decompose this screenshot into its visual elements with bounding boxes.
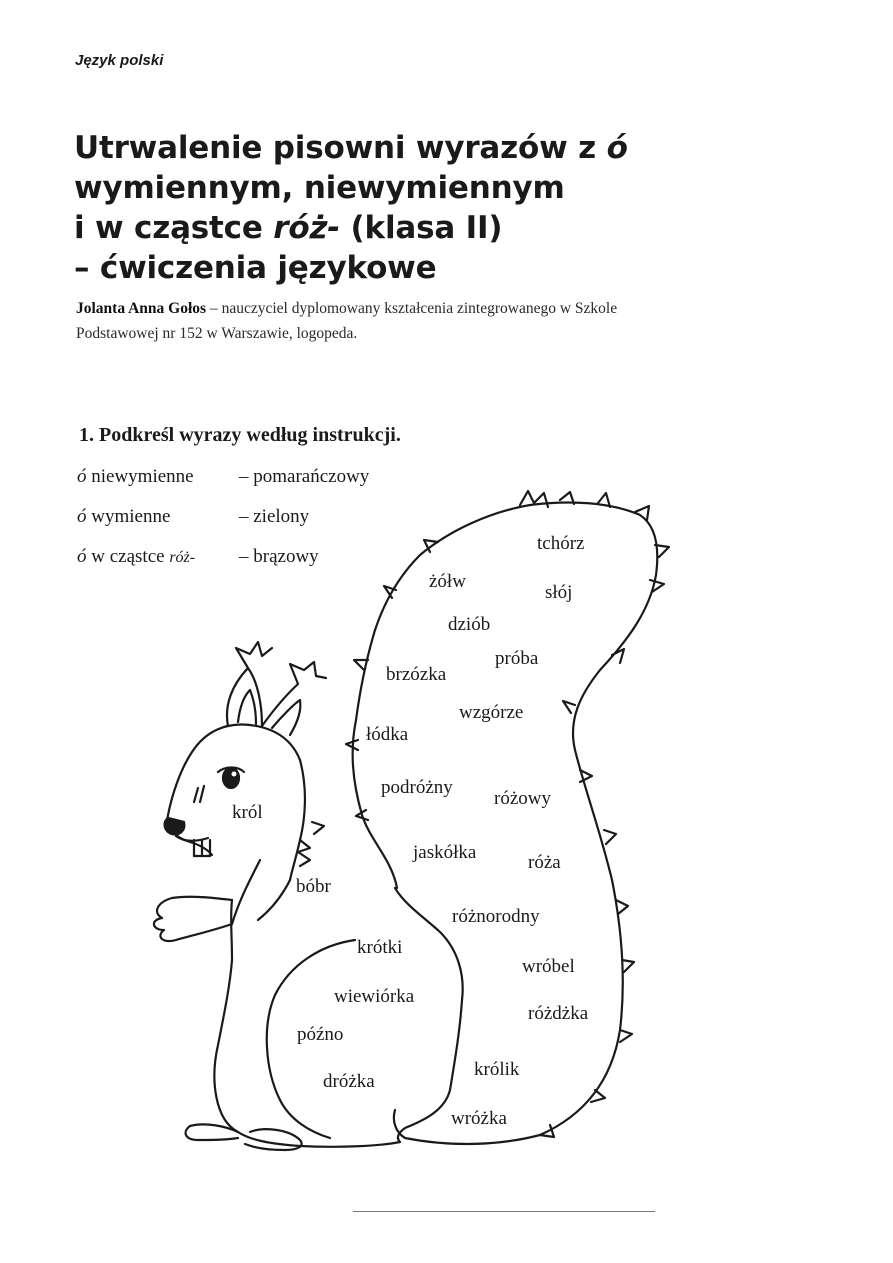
word-wiewiorka: wiewiórka [334,986,415,1007]
word-bobr: bóbr [296,876,331,897]
squirrel-eye [223,768,239,788]
word-pozno: późno [297,1024,344,1045]
legend-color-orange: – pomarańczowy [239,466,370,487]
squirrel-nose [165,818,185,834]
word-brzozka: brzózka [386,664,447,685]
title-line-1: Utrwalenie pisowni wyrazów z ó [74,130,628,166]
word-zolw: żółw [429,571,466,592]
word-krotki: krótki [357,937,403,958]
squirrel-tail [353,502,658,1144]
word-podrozny: podróżny [381,777,453,798]
squirrel-head [168,724,300,855]
title-line-3: i w cząstce róż- (klasa II) [74,210,503,246]
squirrel-ear [227,642,272,726]
title-line-2: wymiennym, niewymiennym [74,170,565,206]
word-krol: król [232,802,263,823]
footer-divider [353,1211,655,1212]
section-label: Język polski [75,52,164,69]
squirrel-body [238,888,463,1147]
title-emphasis-o: ó [606,130,628,166]
exercise-heading: 1. Podkreśl wyrazy według instrukcji. [79,424,401,446]
word-roza: róża [528,852,561,873]
word-wzgorze: wzgórze [459,702,524,723]
word-lodka: łódka [366,724,409,745]
word-wrobel: wróbel [522,956,575,977]
word-drozka: dróżka [323,1071,375,1092]
word-roznorodny: różnorodny [452,906,540,927]
word-tchorz: tchórz [537,533,585,554]
legend-color-brown: – brązowy [239,546,319,567]
squirrel-arm [154,897,232,941]
word-rozdzka: różdżka [528,1003,589,1024]
word-sloj: słój [545,582,573,603]
word-rozowy: różowy [494,788,551,809]
legend-color-green: – zielony [239,506,310,527]
author-note: Jolanta Anna Gołos – nauczyciel dyplomowany kształcenia zintegrowanego w Szkole Podstawowej nr 152 w Warszawie, logopeda. [76,300,618,342]
title-emphasis-roz: róż- [273,210,340,246]
word-dziob: dziób [448,614,491,635]
word-jaskolka: jaskółka [413,842,477,863]
author-name: Jolanta Anna Gołos [76,300,207,317]
word-proba: próba [495,648,539,669]
title-line-4: – ćwiczenia językowe [74,250,437,286]
word-wrozka: wróżka [451,1108,507,1129]
squirrel-foot [186,1124,302,1150]
word-krolik: królik [474,1059,520,1080]
